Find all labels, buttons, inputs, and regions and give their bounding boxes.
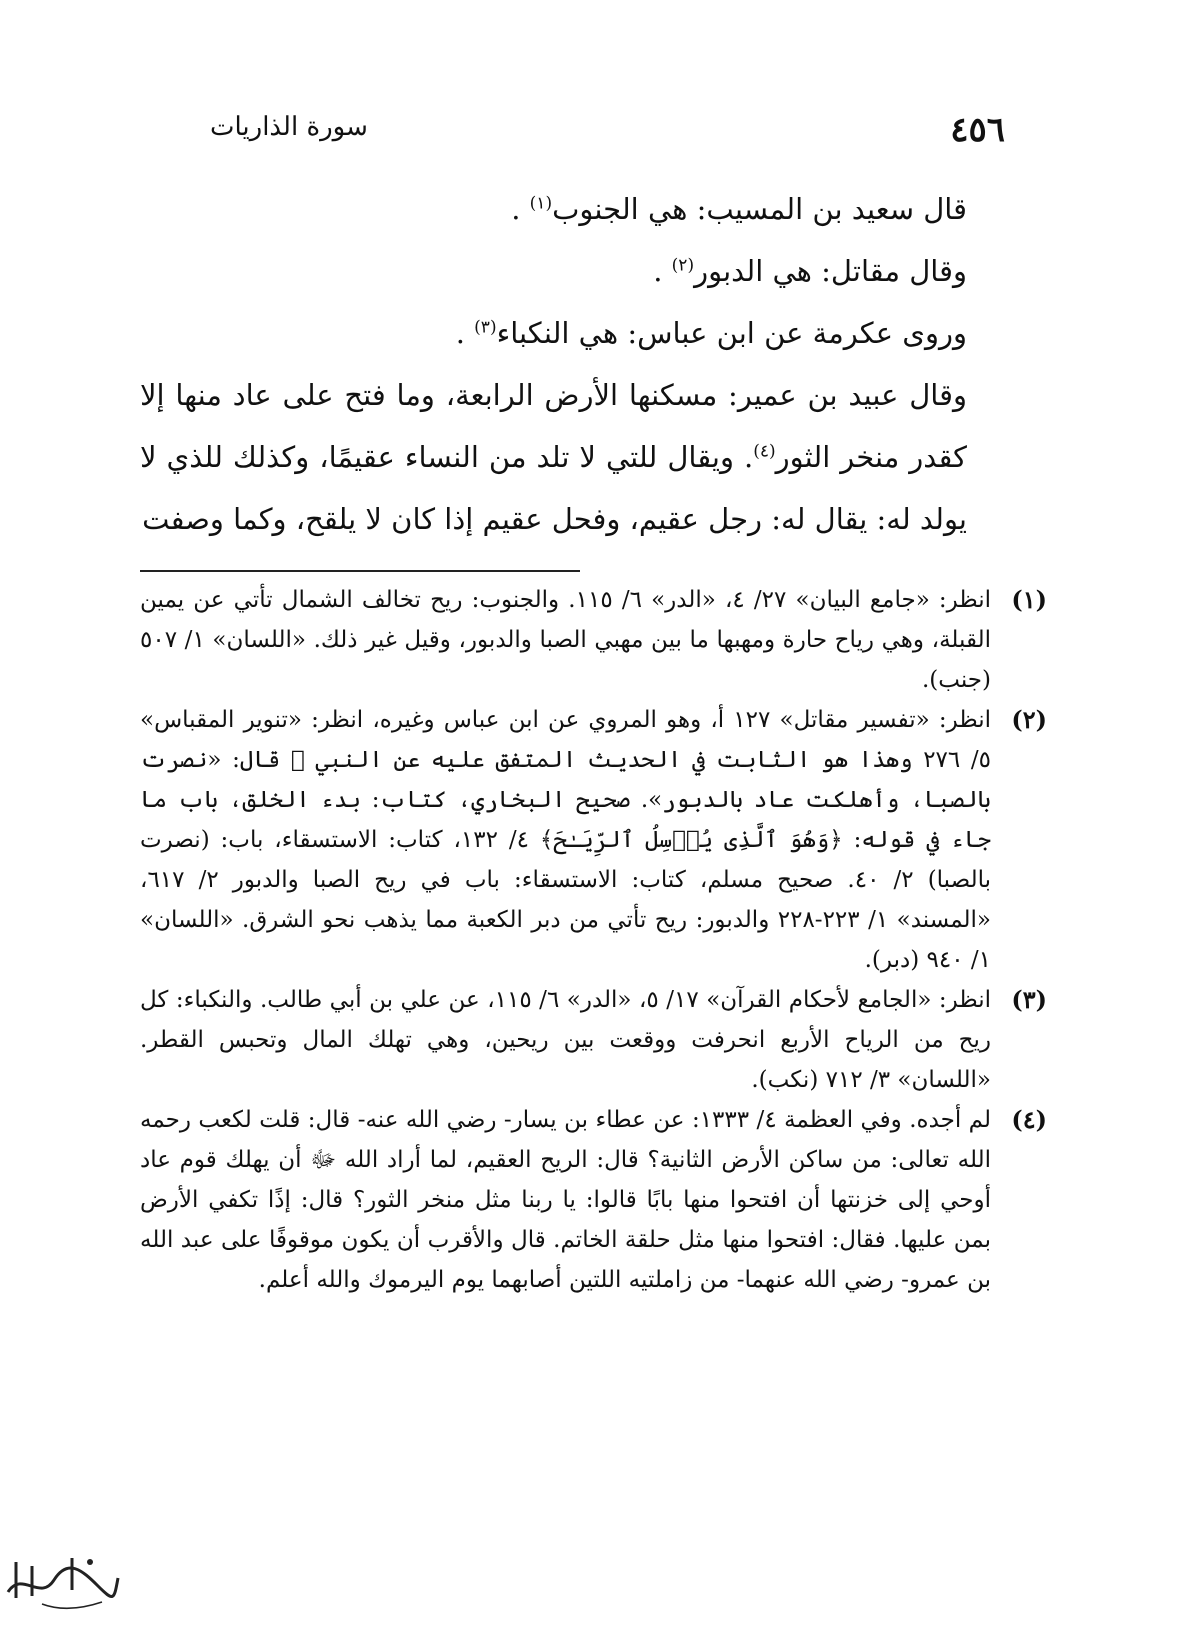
footnote-number: (٣)	[1011, 985, 1047, 1014]
footnote-ref: (١)	[529, 193, 553, 214]
line-punct: .	[455, 316, 475, 350]
paragraph-text-continued: . ويقال للتي لا تلد من النساء عقيمًا، وكذلك للذي لا يولد له: يقال له: رجل عقيم، وفحل عقيم إذا كان لا يلقح، وكما وصفت	[140, 440, 967, 536]
line-text: وقال مقاتل: هي الدبور	[694, 254, 967, 288]
footnote-text: لم أجده. وفي العظمة ٤/ ١٣٣٣: عن عطاء بن يسار- رضي الله عنه- قال: قلت لكعب رحمه الله تعالى: من ساكن الأرض الثانية؟ قال: الريح العقيم، لما أراد الله ﷻ أن يهلك قوم عاد أوحي إلى خزنتها أن افتحوا منها بابًا قالوا: يا ربنا مثل منخر الثور؟ قال: إذًا تكفي الأرض بمن عليها. فقال: افتحوا منها مثل حلقة الخاتم. قال والأقرب أن يكون موقوفًا على عبد الله بن عمرو- رضي الله عنهما- من زاملتيه اللتين أصابهما يوم اليرموك والله أعلم.	[140, 1107, 991, 1293]
paragraph-text: وقال عبيد بن عمير: مسكنها الأرض الرابعة، وما فتح على عاد منها إلا كقدر منخر الثور	[140, 378, 967, 474]
line-punct: .	[653, 254, 672, 288]
text-line	[140, 178, 1045, 240]
footnote-text: انظر: «جامع البيان» ٢٧/ ٤، «الدر» ٦/ ١١٥. والجنوب: ريح تخالف الشمال تأتي عن يمين القبلة، وهي رياح حارة ومهبها ما بين مهبي الصبا والدبور، وقيل غير ذلك. «اللسان» ١/ ٥٠٧ (جنب).	[140, 587, 992, 693]
footnote-number: (٢)	[1011, 705, 1047, 734]
page-header	[180, 110, 1005, 160]
footnote	[140, 580, 1047, 700]
text-line	[140, 240, 1045, 302]
footnote-separator	[140, 570, 580, 572]
footnote-text: انظر: «تفسير مقاتل» ١٢٧ أ، وهو المروي عن ابن عباس وغيره، انظر: «تنوير المقباس» ٥/ ٢٧٦ وهذا هو الثابت في الحديث المتفق عليه عن النبي ﷺ قال: «نصرت بالصبا، وأهلكت عاد بالدبور». صحيح البخاري، كتاب: بدء الخلق، باب ما جاء في قوله: ﴿وَهُوَ ٱلَّذِى يُرۡسِلُ ٱلرِّيَـٰحَ﴾ ٤/ ١٣٢، كتاب: الاستسقاء، باب: (نصرت بالصبا) ٢/ ٤٠. صحيح مسلم، كتاب: الاستسقاء: باب في ريح الصبا والدبور ٢/ ٦١٧، «المسند» ١/ ٢٢٣-٢٢٨ والدبور: ريح تأتي من دبر الكعبة مما يذهب نحو الشرق. «اللسان» ١/ ٩٤٠ (دبر).	[140, 707, 992, 973]
footnote-text: انظر: «الجامع لأحكام القرآن» ١٧/ ٥، «الدر» ٦/ ١١٥، عن علي بن أبي طالب. والنكباء: كل ريح من الرياح الأربع انحرفت ووقعت بين ريحين، وهي تهلك المال وتحبس القطر. «اللسان» ٣/ ٧١٢ (نكب).	[140, 987, 991, 1093]
footnotes	[140, 580, 1047, 1300]
publisher-logo	[2, 1540, 122, 1620]
text-paragraph	[140, 364, 1045, 550]
footnote	[140, 980, 1047, 1100]
footnote-number: (١)	[1011, 585, 1047, 614]
footnote-ref: (٢)	[671, 255, 695, 276]
text-line	[140, 302, 1045, 364]
footnote-number: (٤)	[1011, 1105, 1047, 1134]
footnote	[140, 1100, 1047, 1300]
main-text	[140, 178, 1045, 550]
line-text: وروى عكرمة عن ابن عباس: هي النكباء	[496, 316, 967, 350]
page-number: ٤٥٦	[950, 110, 1005, 150]
surah-title: سورة الذاريات	[210, 112, 368, 142]
line-punct: .	[511, 192, 530, 226]
line-text: قال سعيد بن المسيب: هي الجنوب	[552, 192, 967, 226]
footnote	[140, 700, 1047, 980]
footnote-ref: (٣)	[474, 317, 497, 338]
footnote-ref: (٤)	[753, 441, 776, 462]
